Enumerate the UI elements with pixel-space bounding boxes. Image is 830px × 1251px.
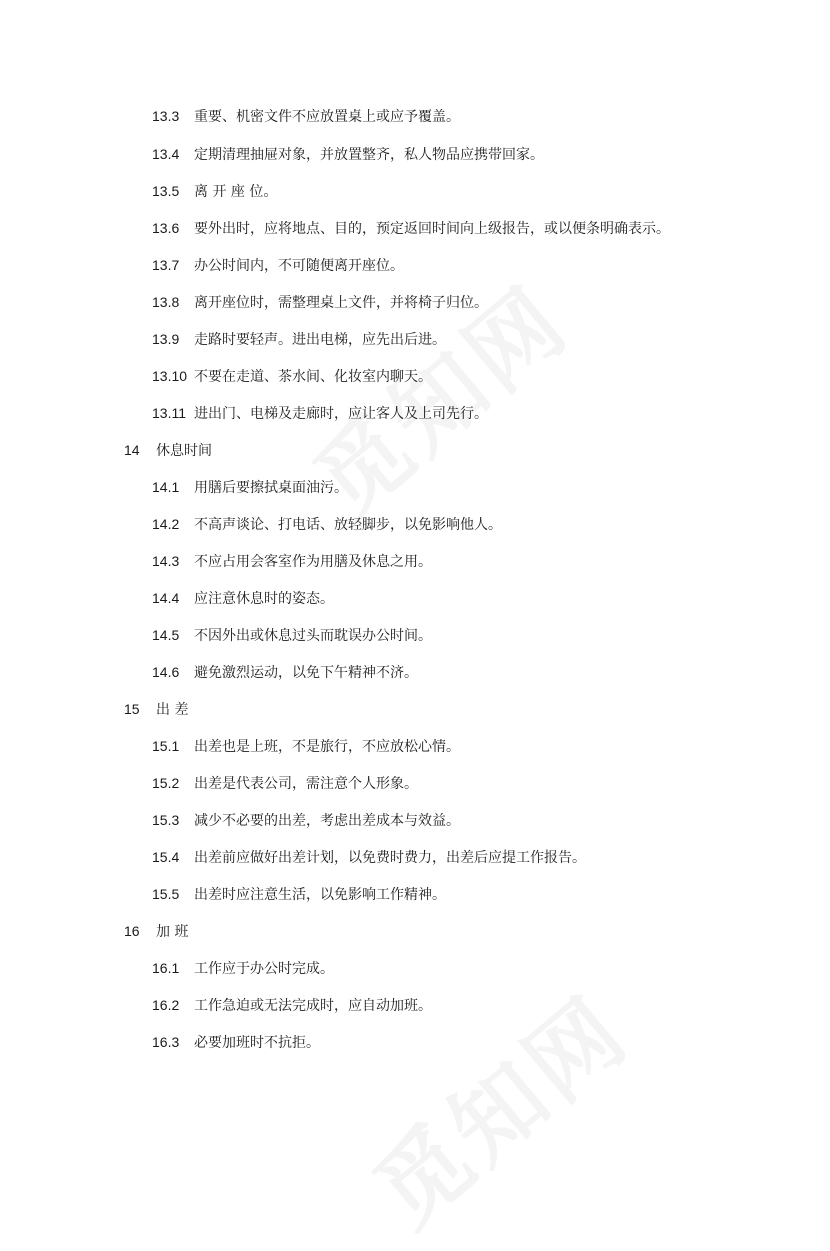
item-number: 16.3 [152,1034,180,1050]
item-text: 定期清理抽屉对象，并放置整齐，私人物品应携带回家。 [194,147,544,163]
item-text: 出差也是上班，不是旅行，不应放松心情。 [194,739,460,755]
item-number: 13.10 [152,368,188,384]
item-text: 工作急迫或无法完成时，应自动加班。 [194,998,432,1014]
item-text: 避免激烈运动，以免下午精神不济。 [194,665,418,681]
item-number: 14.6 [152,664,180,680]
item-text: 重要、机密文件不应放置桌上或应予覆盖。 [194,109,460,125]
list-item [152,625,432,646]
section-number: 14 [124,442,140,458]
item-text: 离 开 座 位。 [194,184,278,200]
item-number: 13.11 [152,405,186,421]
list-item [152,514,502,535]
item-text: 出差前应做好出差计划，以免费时费力，出差后应提工作报告。 [194,850,586,866]
item-number: 13.7 [152,257,180,273]
list-item [152,588,334,609]
item-text: 要外出时，应将地点、目的，预定返回时间向上级报告，或以便条明确表示。 [194,221,670,237]
item-text: 不应占用会客室作为用膳及休息之用。 [194,554,432,570]
list-item [152,477,348,498]
item-text: 工作应于办公时完成。 [194,961,334,977]
list-item [152,810,460,831]
item-text: 出差时应注意生活，以免影响工作精神。 [194,887,446,903]
item-text: 减少不必要的出差，考虑出差成本与效益。 [194,813,460,829]
item-number: 15.5 [152,886,180,902]
item-number: 13.5 [152,183,180,199]
item-number: 16.1 [152,960,180,976]
item-number: 14.4 [152,590,180,606]
list-item [152,884,446,905]
item-number: 14.1 [152,479,180,495]
list-item [152,736,460,757]
list-item [152,995,432,1016]
list-item [152,329,446,350]
section-heading [124,440,212,461]
item-text: 不高声谈论、打电话、放轻脚步，以免影响他人。 [194,517,502,533]
item-number: 14.5 [152,627,180,643]
item-text: 出差是代表公司，需注意个人形象。 [194,776,418,792]
list-item [152,255,404,276]
item-text: 不要在走道、茶水间、化妆室内聊天。 [194,369,432,385]
item-text: 进出门、电梯及走廊时，应让客人及上司先行。 [194,406,488,422]
item-number: 13.6 [152,220,180,236]
item-text: 必要加班时不抗拒。 [194,1035,320,1051]
section-title: 休息时间 [156,443,212,459]
list-item [152,662,418,683]
item-number: 15.1 [152,738,180,754]
item-text: 不因外出或休息过头而耽误办公时间。 [194,628,432,644]
item-number: 14.2 [152,516,180,532]
list-item [152,292,488,313]
item-number: 14.3 [152,553,180,569]
item-number: 13.8 [152,294,180,310]
list-item [152,1032,320,1053]
item-text: 走路时要轻声。进出电梯，应先出后进。 [194,332,446,348]
list-item [152,144,544,165]
section-number: 15 [124,701,140,717]
item-text: 办公时间内，不可随便离开座位。 [194,258,404,274]
list-item [152,218,670,239]
item-number: 13.4 [152,146,180,162]
section-heading [124,699,188,720]
section-heading [124,921,188,942]
list-item [152,366,432,387]
section-title: 出 差 [156,702,189,718]
item-number: 15.2 [152,775,180,791]
item-text: 离开座位时，需整理桌上文件，并将椅子归位。 [194,295,488,311]
section-number: 16 [124,923,140,939]
item-number: 13.3 [152,108,180,124]
item-text: 用膳后要擦拭桌面油污。 [194,480,348,496]
list-item [152,847,586,868]
item-number: 15.3 [152,812,180,828]
section-title: 加 班 [156,924,189,940]
item-number: 15.4 [152,849,180,865]
item-text: 应注意休息时的姿态。 [194,591,334,607]
list-item [152,403,488,424]
list-item [152,551,432,572]
list-item [152,958,334,979]
list-item [152,181,277,202]
item-number: 16.2 [152,997,180,1013]
list-item [152,106,460,127]
list-item [152,773,418,794]
item-number: 13.9 [152,331,180,347]
